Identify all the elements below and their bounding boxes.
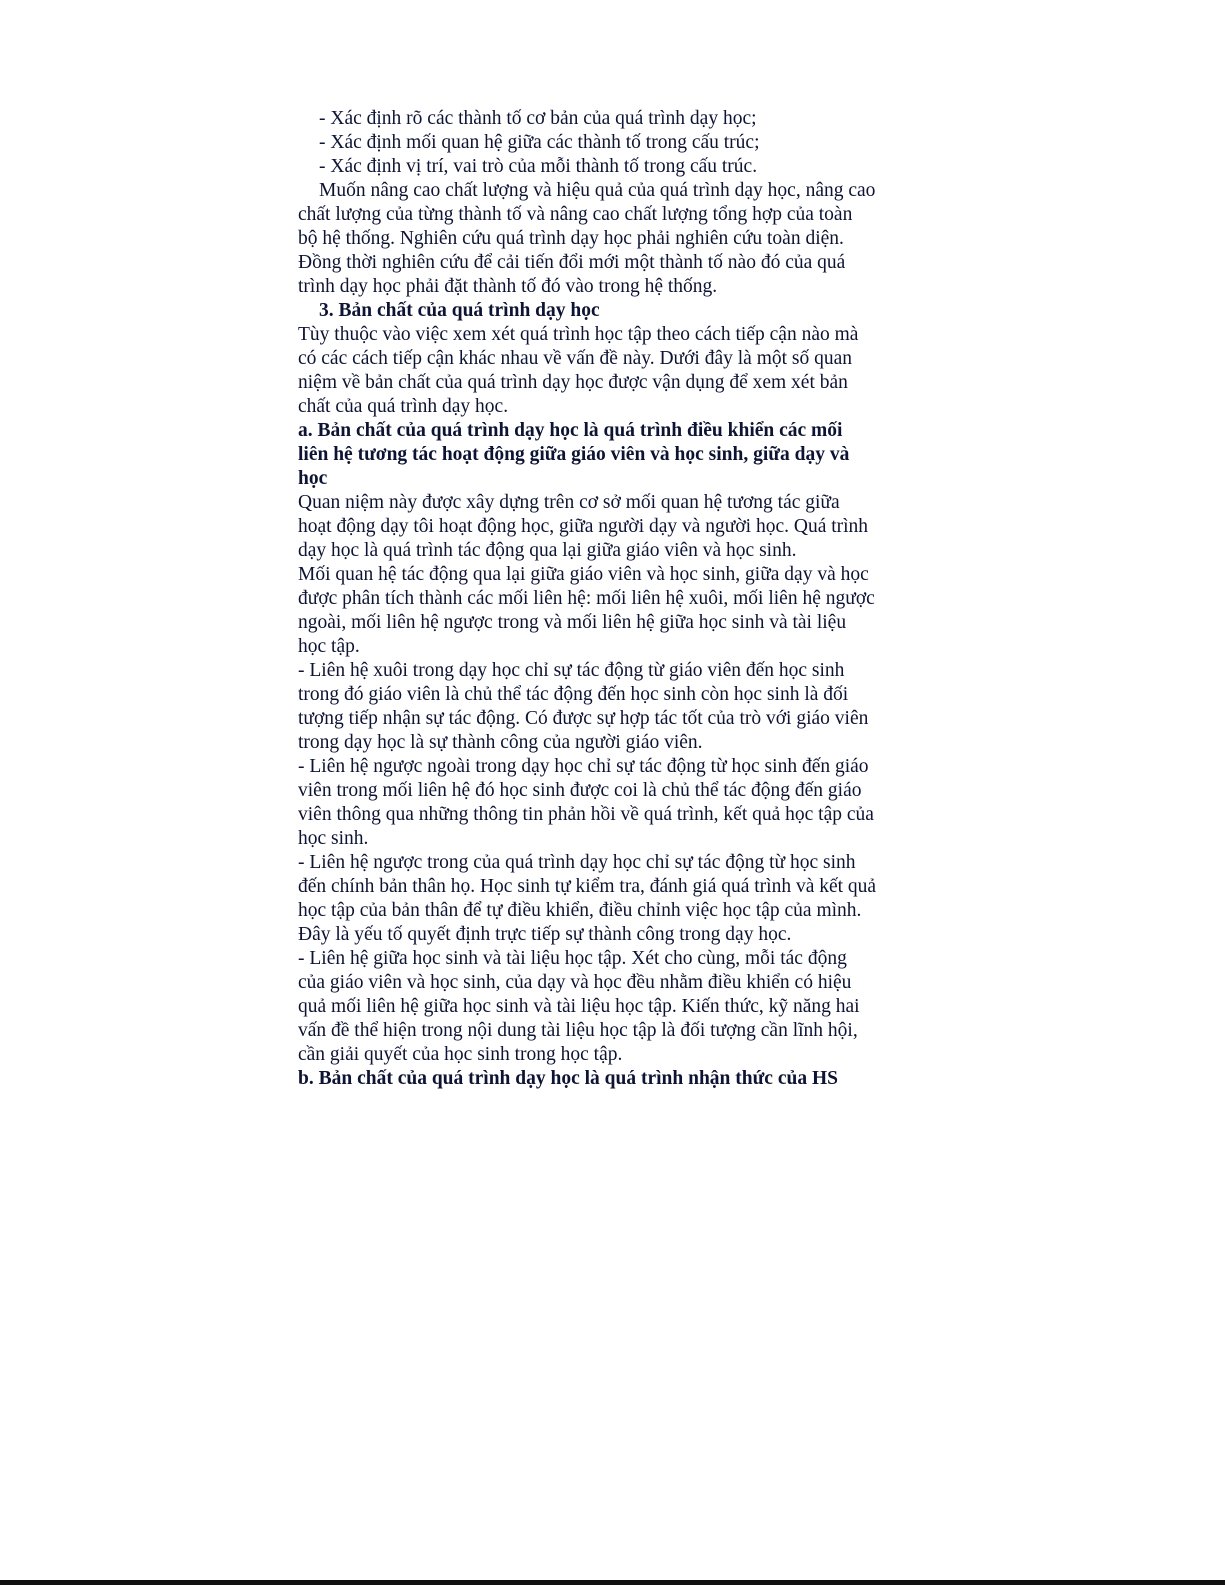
document-page: [298, 107, 923, 1091]
text-line: - Xác định mối quan hệ giữa các thành tố trong cấu trúc;: [319, 132, 760, 153]
text-line: - Xác định rõ các thành tố cơ bản của quá trình dạy học;: [319, 108, 757, 129]
text-line: dạy học là quá trình tác động qua lại giữa giáo viên và học sinh.: [298, 540, 797, 561]
text-line: - Liên hệ xuôi trong dạy học chỉ sự tác động từ giáo viên đến học sinh: [298, 660, 845, 681]
subsection-heading: b. Bản chất của quá trình dạy học là quá trình nhận thức của HS: [298, 1068, 838, 1089]
text-line: chất lượng của từng thành tố và nâng cao chất lượng tổng hợp của toàn: [298, 204, 853, 225]
subsection-heading: liên hệ tương tác hoạt động giữa giáo viên và học sinh, giữa dạy và: [298, 444, 850, 465]
text-line: trong đó giáo viên là chủ thể tác động đến học sinh còn học sinh là đối: [298, 684, 849, 705]
text-line: Muốn nâng cao chất lượng và hiệu quả của quá trình dạy học, nâng cao: [319, 180, 876, 201]
subsection-heading: a. Bản chất của quá trình dạy học là quá trình điều khiển các mối: [298, 420, 843, 441]
text-line: chất của quá trình dạy học.: [298, 396, 509, 417]
text-line: cần giải quyết của học sinh trong học tập.: [298, 1044, 623, 1065]
text-line: viên trong mối liên hệ đó học sinh được coi là chủ thể tác động đến giáo: [298, 780, 862, 801]
text-line: quả mối liên hệ giữa học sinh và tài liệu học tập. Kiến thức, kỹ năng hai: [298, 996, 860, 1017]
text-line: - Liên hệ ngược trong của quá trình dạy học chỉ sự tác động từ học sinh: [298, 852, 856, 873]
section-heading: 3. Bản chất của quá trình dạy học: [319, 300, 600, 321]
text-line: - Xác định vị trí, vai trò của mỗi thành tố trong cấu trúc.: [319, 156, 758, 177]
text-line: - Liên hệ ngược ngoài trong dạy học chỉ sự tác động từ học sinh đến giáo: [298, 756, 869, 777]
text-line: học tập.: [298, 636, 360, 657]
text-line: viên thông qua những thông tin phản hồi về quá trình, kết quả học tập của: [298, 804, 874, 825]
text-line: hoạt động dạy tôi hoạt động học, giữa người dạy và người học. Quá trình: [298, 516, 869, 537]
subsection-heading: học: [298, 468, 328, 489]
text-line: trong dạy học là sự thành công của người giáo viên.: [298, 732, 703, 753]
text-line: của giáo viên và học sinh, của dạy và học đều nhằm điều khiển có hiệu: [298, 972, 852, 993]
text-line: - Liên hệ giữa học sinh và tài liệu học tập. Xét cho cùng, mỗi tác động: [298, 948, 847, 969]
text-line: học tập của bản thân để tự điều khiển, điều chỉnh việc học tập của mình.: [298, 900, 862, 921]
page-bottom-rule: [0, 1580, 1225, 1585]
text-line: tượng tiếp nhận sự tác động. Có được sự hợp tác tốt của trò với giáo viên: [298, 708, 869, 729]
text-line: được phân tích thành các mối liên hệ: mối liên hệ xuôi, mối liên hệ ngược: [298, 588, 875, 609]
text-line: Tùy thuộc vào việc xem xét quá trình học tập theo cách tiếp cận nào mà: [298, 324, 859, 345]
text-line: vấn đề thể hiện trong nội dung tài liệu học tập là đối tượng cần lĩnh hội,: [298, 1020, 858, 1041]
text-line: Đây là yếu tố quyết định trực tiếp sự thành công trong dạy học.: [298, 924, 792, 945]
text-line: trình dạy học phải đặt thành tố đó vào trong hệ thống.: [298, 276, 718, 297]
text-line: Đồng thời nghiên cứu để cải tiến đổi mới một thành tố nào đó của quá: [298, 252, 846, 273]
text-line: bộ hệ thống. Nghiên cứu quá trình dạy học phải nghiên cứu toàn diện.: [298, 228, 844, 249]
text-line: học sinh.: [298, 828, 369, 849]
text-line: Mối quan hệ tác động qua lại giữa giáo viên và học sinh, giữa dạy và học: [298, 564, 869, 585]
text-line: ngoài, mối liên hệ ngược trong và mối liên hệ giữa học sinh và tài liệu: [298, 612, 847, 633]
text-line: có các cách tiếp cận khác nhau về vấn đề này. Dưới đây là một số quan: [298, 348, 853, 369]
text-line: niệm về bản chất của quá trình dạy học được vận dụng để xem xét bản: [298, 372, 848, 393]
text-line: đến chính bản thân họ. Học sinh tự kiểm tra, đánh giá quá trình và kết quả: [298, 876, 877, 897]
text-line: Quan niệm này được xây dựng trên cơ sở mối quan hệ tương tác giữa: [298, 492, 840, 513]
